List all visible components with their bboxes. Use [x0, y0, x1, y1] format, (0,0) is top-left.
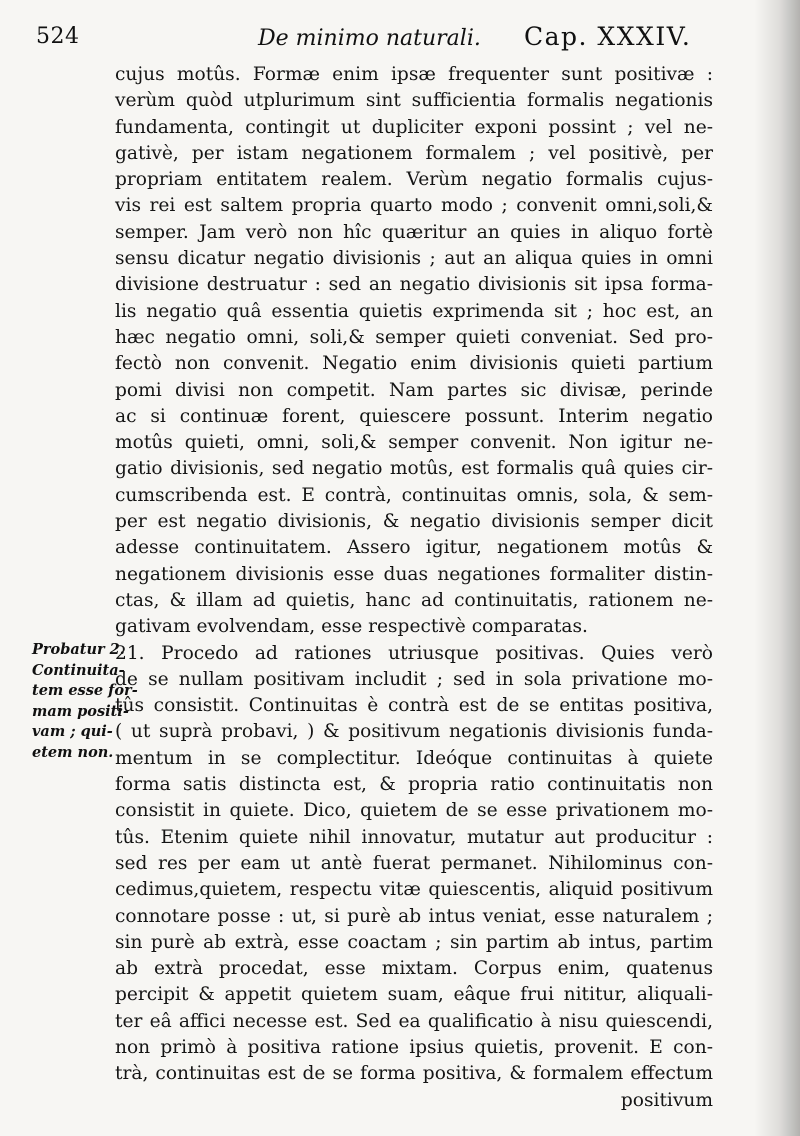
- text-line: adesse continuitatem. Assero igitur, negationem motûs &: [115, 537, 713, 559]
- text-line: semper. Jam verò non hîc quæritur an quies in aliquo fortè: [115, 221, 713, 243]
- marginal-note-line: tem esse for-: [32, 682, 138, 699]
- marginal-note-line: Probatur 2.: [32, 641, 125, 658]
- text-line: gativè, per istam negationem formalem ; vel positivè, per: [115, 142, 713, 164]
- text-line: sensu dicatur negatio divisionis ; aut an aliqua quies in omni: [115, 248, 713, 270]
- text-line: ab extrà procedat, esse mixtam. Corpus enim, quatenus: [115, 958, 713, 980]
- text-line: mentum in se complectitur. Ideóque continuitas à quiete: [115, 747, 713, 769]
- text-line: vis rei est saltem propria quarto modo ; convenit omni,soli,&: [115, 195, 713, 217]
- text-line: fundamenta, contingit ut dupliciter exponi possint ; vel ne-: [115, 116, 713, 138]
- text-line: fectò non convenit. Negatio enim divisionis quieti partium: [115, 353, 713, 375]
- text-line: gatio divisionis, sed negatio motûs, est formalis quâ quies cir-: [115, 458, 713, 480]
- text-line: forma satis distincta est, & propria ratio continuitatis non: [115, 774, 713, 796]
- text-line: motûs quieti, omni, soli,& semper convenit. Non igitur ne-: [115, 432, 713, 454]
- text-line: ctas, & illam ad quietis, hanc ad continuitatis, rationem ne-: [115, 589, 713, 611]
- text-line: cumscribenda est. E contrà, continuitas omnis, sola, & sem-: [115, 484, 713, 506]
- text-line: consistit in quiete. Dico, quietem de se esse privationem mo-: [115, 800, 713, 822]
- text-line: divisione destruatur : sed an negatio divisionis sit ipsa forma-: [115, 274, 713, 296]
- marginal-note-line: etem non.: [32, 743, 114, 761]
- paragraph-21-start: 21. Procedo ad rationes utriusque positivas. Quies verò: [115, 642, 713, 664]
- main-text-block: [115, 62, 713, 1114]
- page-number: 524: [36, 24, 80, 49]
- marginal-note: [32, 640, 138, 763]
- text-line: propriam entitatem realem. Verùm negatio formalis cujus-: [115, 169, 713, 191]
- text-line: hæc negatio omni, soli,& semper quieti conveniat. Sed pro-: [115, 326, 713, 348]
- chapter-heading: Cap. XXXIV.: [524, 22, 692, 51]
- page-header: [36, 22, 692, 62]
- text-line: per est negatio divisionis, & negatio divisionis semper dicit: [115, 511, 713, 533]
- text-line: connotare posse : ut, si purè ab intus veniat, esse naturalem ;: [115, 905, 713, 927]
- text-line: lis negatio quâ essentia quietis exprimenda sit ; hoc est, an: [115, 300, 713, 322]
- marginal-note-line: Continuita-: [32, 661, 125, 679]
- marginal-note-line: mam positi-: [32, 702, 129, 720]
- text-line: pomi divisi non competit. Nam partes sic divisæ, perinde: [115, 379, 713, 401]
- marginal-note-line: vam ; qui-: [32, 723, 113, 740]
- page-edge-shadow: [754, 0, 800, 1136]
- text-line: non primò à positiva ratione ipsius quietis, provenit. E con-: [115, 1036, 713, 1058]
- text-line: tûs consistit. Continuitas è contrà est de se entitas positiva,: [115, 695, 713, 717]
- show-through-marginalia: [30, 318, 110, 438]
- text-line: percipit & appetit quietem suam, eâque frui nititur, aliquali-: [115, 984, 713, 1006]
- text-line: negationem divisionis esse duas negationes formaliter distin-: [115, 563, 713, 585]
- text-line: cedimus,quietem, respectu vitæ quiescentis, aliquid positivum: [115, 879, 713, 901]
- text-line: ac si continuæ forent, quiescere possunt. Interim negatio: [115, 405, 713, 427]
- running-title: De minimo naturali.: [258, 26, 481, 51]
- catchword: positivum: [620, 1089, 713, 1111]
- text-line: tûs. Etenim quiete nihil innovatur, mutatur aut producitur :: [115, 826, 713, 848]
- text-line: ter eâ affici necesse est. Sed ea qualificatio à nisu quiescendi,: [115, 1010, 713, 1032]
- text-line: sed res per eam ut antè fuerat permanet. Nihilominus con-: [115, 852, 713, 874]
- text-line: gativam evolvendam, esse respectivè comparatas.: [115, 616, 588, 638]
- text-line: verùm quòd utplurimum sint sufficientia formalis negationis: [115, 90, 713, 112]
- text-line: de se nullam positivam includit ; sed in sola privatione mo-: [115, 668, 713, 690]
- text-line: cujus motûs. Formæ enim ipsæ frequenter sunt positivæ :: [115, 64, 713, 85]
- text-line: trà, continuitas est de se forma positiva, & formalem effectum: [115, 1063, 713, 1085]
- text-line: sin purè ab extrà, esse coactam ; sin partim ab intus, partim: [115, 931, 713, 953]
- text-line: ( ut suprà probavi, ) & positivum negationis divisionis funda-: [115, 721, 713, 743]
